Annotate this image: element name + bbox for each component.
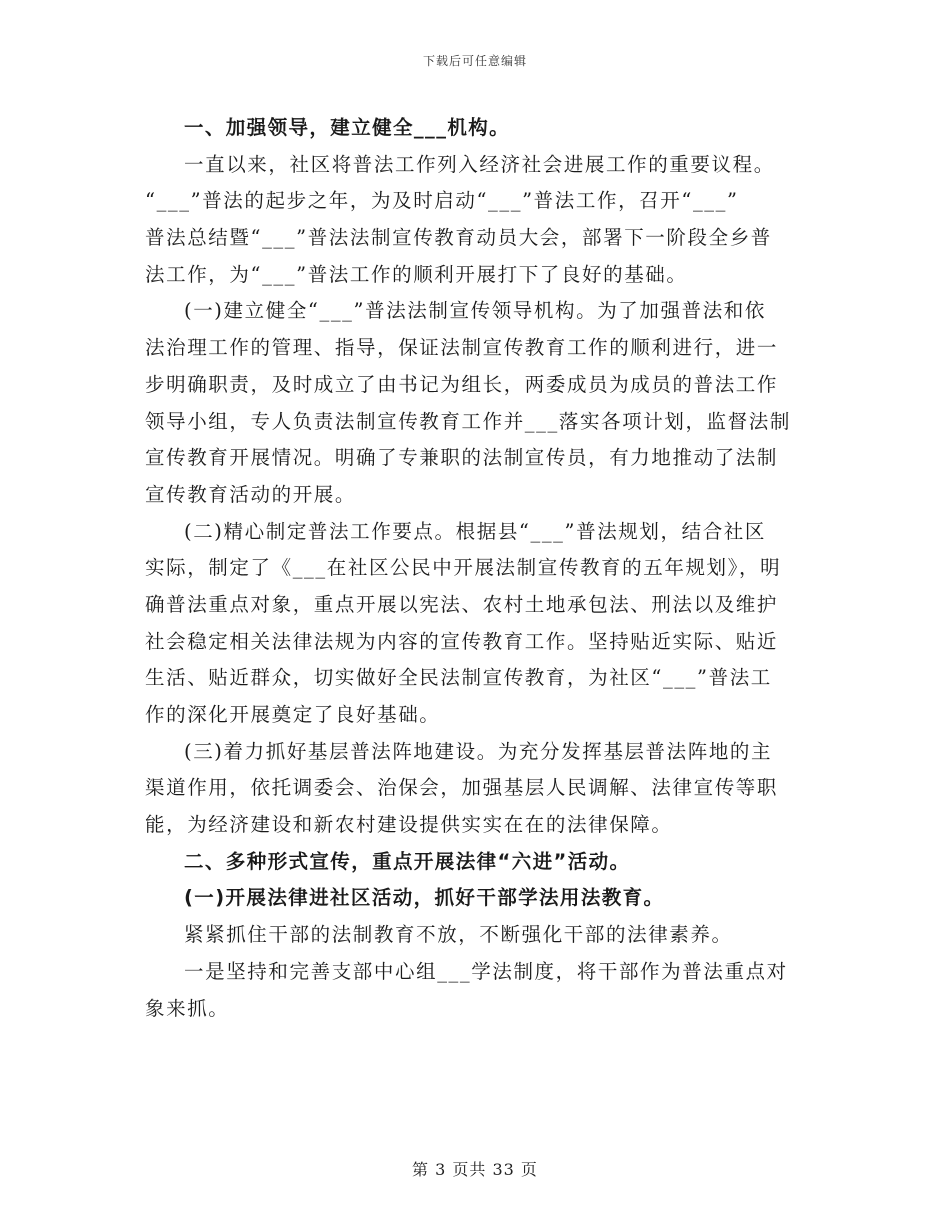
paragraph-line: 社会稳定相关法律法规为内容的宣传教育工作。坚持贴近实际、贴近 xyxy=(145,629,779,653)
paragraph-line: 法治理工作的管理、指导，保证法制宣传教育工作的顺利进行，进一 xyxy=(145,336,779,360)
section-heading-1: 一、加强领导，建立健全___机构。 xyxy=(184,116,511,139)
paragraph-line: 领导小组，专人负责法制宣传教育工作并___落实各项计划，监督法制 xyxy=(145,409,791,433)
paragraph-line: (二)精心制定普法工作要点。根据县“___”普法规划，结合社区 xyxy=(184,519,767,543)
subsection-heading: (一)开展法律进社区活动，抓好干部学法用法教育。 xyxy=(184,886,665,910)
paragraph-line: 生活、贴近群众，切实做好全民法制宣传教育，为社区“___”普法工 xyxy=(145,666,772,690)
paragraph-line: 步明确职责，及时成立了由书记为组长，两委成员为成员的普法工作 xyxy=(145,372,779,396)
paragraph-line: 紧紧抓住干部的法制教育不放，不断强化干部的法律素养。 xyxy=(184,923,733,947)
paragraph-line: 普法总结暨“___”普法法制宣传教育动员大会，部署下一阶段全乡普 xyxy=(145,226,772,250)
header-note: 下载后可任意编辑 xyxy=(422,54,527,68)
paragraph-line: 象来抓。 xyxy=(145,996,230,1020)
paragraph-line: 确普法重点对象，重点开展以宪法、农村土地承包法、刑法以及维护 xyxy=(145,592,779,616)
paragraph-line: 一是坚持和完善支部中心组___学法制度，将干部作为普法重点对 xyxy=(184,959,788,983)
paragraph-line: (一)建立健全“___”普法法制宣传领导机构。为了加强普法和依 xyxy=(184,299,767,323)
paragraph-line: “___”普法的起步之年，为及时启动“___”普法工作，召开“___” xyxy=(145,189,739,213)
section-heading-2: 二、多种形式宣传，重点开展法律“六进”活动。 xyxy=(184,849,631,873)
paragraph-line: 宣传教育开展情况。明确了专兼职的法制宣传员，有力地推动了法制 xyxy=(145,446,779,470)
paragraph-line: 渠道作用，依托调委会、治保会，加强基层人民调解、法律宣传等职 xyxy=(145,776,779,800)
paragraph-line: 宣传教育活动的开展。 xyxy=(145,482,357,506)
paragraph-line: 能，为经济建设和新农村建设提供实实在在的法律保障。 xyxy=(145,813,673,837)
paragraph-line: 一直以来，社区将普法工作列入经济社会进展工作的重要议程。 xyxy=(184,152,775,176)
paragraph-line: 作的深化开展奠定了良好基础。 xyxy=(145,703,441,726)
paragraph-line: 法工作，为“___”普法工作的顺利开展打下了良好的基础。 xyxy=(145,262,688,286)
paragraph-line: (三)着力抓好基层普法阵地建设。为充分发挥基层普法阵地的主 xyxy=(184,739,773,763)
page-number: 第 3 页共 33 页 xyxy=(412,1160,538,1179)
document-body xyxy=(145,110,807,1027)
paragraph-line: 实际，制定了《___在社区公民中开展法制宣传教育的五年规划》，明 xyxy=(145,556,782,580)
